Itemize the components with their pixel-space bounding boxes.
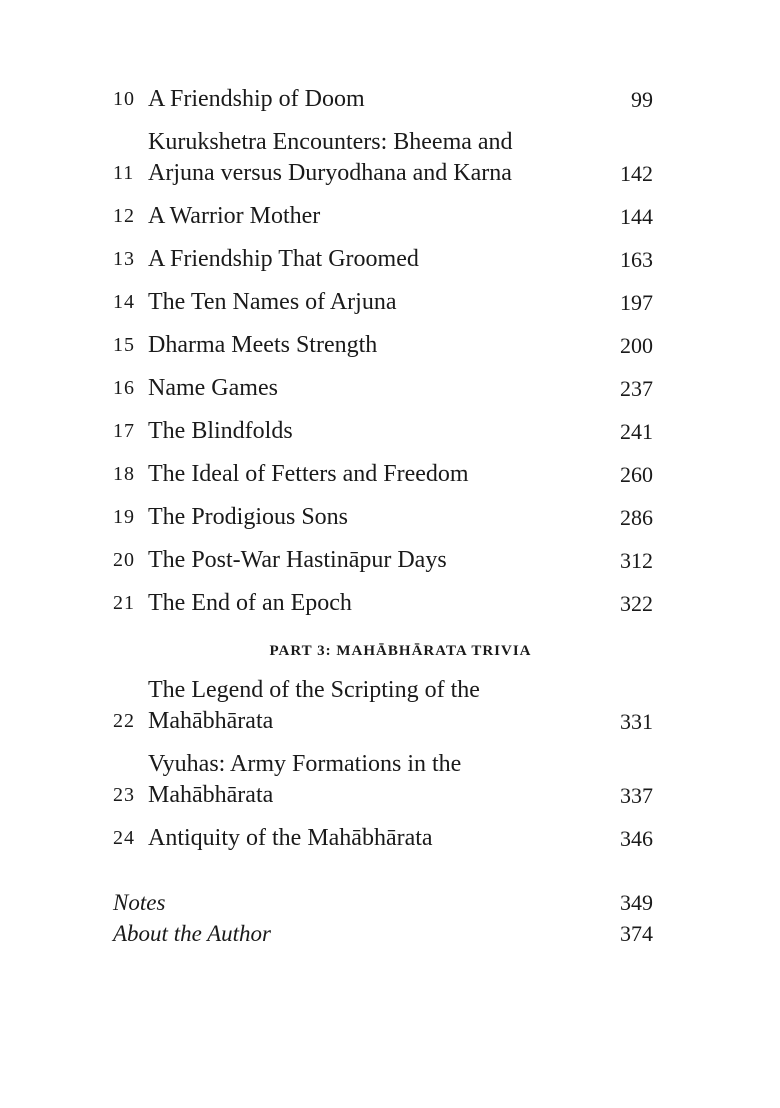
chapter-title-line: Mahābhārata (148, 782, 274, 808)
back-matter-entry (113, 887, 653, 918)
chapter-title (148, 459, 593, 490)
toc-entry (113, 244, 653, 275)
back-matter-title: About the Author (113, 921, 272, 946)
chapter-number: 17 (113, 420, 135, 442)
chapter-title (148, 823, 593, 854)
chapter-number: 22 (113, 710, 135, 732)
chapter-title (148, 330, 593, 361)
chapter-number: 15 (113, 334, 135, 356)
toc-entry (113, 545, 653, 576)
chapter-number: 20 (113, 549, 135, 571)
toc-entry (113, 749, 653, 811)
back-matter-entry (113, 918, 653, 949)
chapter-title-line: Kurukshetra Encounters: Bheema and (148, 129, 513, 155)
chapter-title-line: The Ideal of Fetters and Freedom (148, 461, 469, 487)
chapter-title-line: A Warrior Mother (148, 203, 321, 229)
chapter-number: 24 (113, 827, 135, 849)
toc-entry (113, 330, 653, 361)
chapter-number: 13 (113, 248, 135, 270)
toc-entry (113, 823, 653, 854)
toc-entry (113, 84, 653, 115)
page-number: 337 (620, 783, 653, 808)
chapter-title (148, 287, 593, 318)
page-number: 163 (620, 247, 653, 272)
chapter-title-line: The Post-War Hastināpur Days (148, 547, 447, 573)
chapter-title (148, 84, 593, 115)
toc-entry (113, 675, 653, 737)
page-number: 322 (620, 591, 653, 616)
page-number: 349 (620, 890, 653, 915)
chapter-title-line: The Prodigious Sons (148, 504, 349, 530)
toc-entry (113, 287, 653, 318)
chapter-title (148, 588, 593, 619)
chapter-title-line: The Legend of the Scripting of the (148, 677, 480, 703)
page-number: 346 (620, 826, 653, 851)
toc-entry (113, 373, 653, 404)
chapter-title (148, 545, 593, 576)
chapter-number: 14 (113, 291, 135, 313)
page-number: 142 (620, 161, 653, 186)
chapter-title (148, 749, 593, 811)
page-number: 241 (620, 419, 653, 444)
chapter-title (148, 201, 593, 232)
chapter-title (148, 416, 593, 447)
chapter-number: 11 (113, 162, 135, 184)
toc-entry (113, 416, 653, 447)
chapter-title-line: The Ten Names of Arjuna (148, 289, 397, 315)
chapter-number: 21 (113, 592, 135, 614)
chapter-title (148, 675, 593, 737)
toc-entry (113, 459, 653, 490)
chapter-title-line: Mahābhārata (148, 708, 274, 734)
back-matter-title: Notes (113, 890, 166, 915)
toc-entry (113, 201, 653, 232)
chapter-title (148, 373, 593, 404)
chapter-title (148, 127, 593, 189)
chapter-number: 18 (113, 463, 135, 485)
chapter-list-part-3 (113, 675, 653, 854)
page-number: 312 (620, 548, 653, 573)
chapter-title (148, 244, 593, 275)
chapter-number: 10 (113, 88, 135, 110)
chapter-number: 12 (113, 205, 135, 227)
page-number: 99 (631, 87, 653, 112)
page-number: 331 (620, 709, 653, 734)
page-number: 260 (620, 462, 653, 487)
page-number: 374 (620, 921, 653, 946)
part-heading: PART 3: MAHĀBHĀRATA TRIVIA (269, 643, 532, 659)
page-number: 197 (620, 290, 653, 315)
toc-entry (113, 502, 653, 533)
chapter-title-line: Name Games (148, 375, 278, 401)
chapter-number: 16 (113, 377, 135, 399)
chapter-list-part-2 (113, 84, 653, 619)
back-matter-list (113, 887, 653, 949)
chapter-title (148, 502, 593, 533)
chapter-title-line: A Friendship of Doom (148, 86, 365, 112)
table-of-contents (113, 84, 653, 949)
chapter-title-line: Vyuhas: Army Formations in the (148, 751, 462, 777)
chapter-title-line: Dharma Meets Strength (148, 332, 378, 358)
chapter-title-line: A Friendship That Groomed (148, 246, 419, 272)
chapter-number: 23 (113, 784, 135, 806)
toc-entry (113, 588, 653, 619)
chapter-title-line: Antiquity of the Mahābhārata (148, 825, 433, 851)
page-number: 286 (620, 505, 653, 530)
chapter-title-line: Arjuna versus Duryodhana and Karna (148, 160, 512, 186)
chapter-title-line: The End of an Epoch (148, 590, 352, 616)
page-number: 144 (620, 204, 653, 229)
chapter-number: 19 (113, 506, 135, 528)
toc-entry (113, 127, 653, 189)
page-number: 200 (620, 333, 653, 358)
page-number: 237 (620, 376, 653, 401)
chapter-title-line: The Blindfolds (148, 418, 293, 444)
